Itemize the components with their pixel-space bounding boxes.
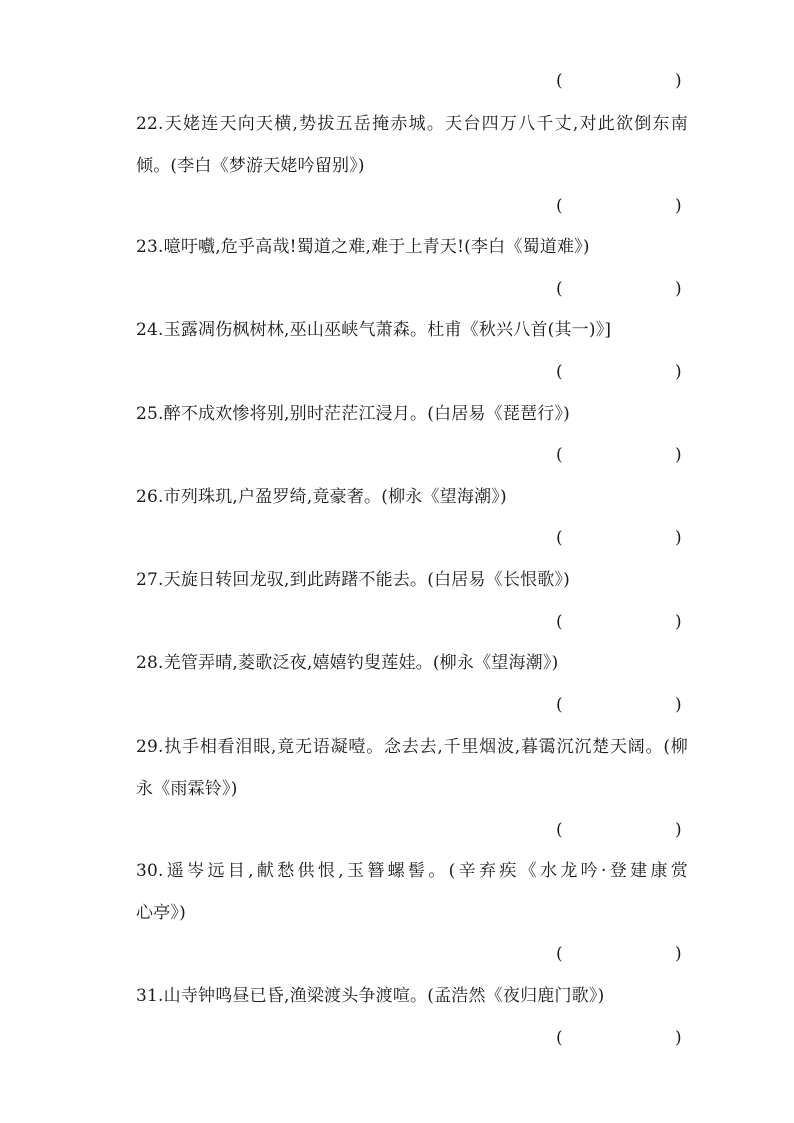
question-22-line-1: 22.天姥连天向天横,势拔五岳掩赤城。天台四万八千丈,对此欲倒东南	[136, 114, 688, 134]
answer-blank-open: (	[556, 695, 563, 715]
answer-blank-open: (	[556, 528, 563, 548]
question-26-line-1: 26.市列珠玑,户盈罗绮,竟豪奢。(柳永《望海潮》)	[136, 487, 507, 507]
answer-blank-close: )	[675, 944, 682, 964]
answer-blank-close: )	[675, 362, 682, 382]
answer-blank-close: )	[675, 1028, 682, 1048]
answer-blank-open: (	[556, 71, 563, 91]
answer-blank-open: (	[556, 362, 563, 382]
answer-blank-open: (	[556, 196, 563, 216]
answer-blank-open: (	[556, 279, 563, 299]
answer-blank-open: (	[556, 820, 563, 840]
question-28-line-1: 28.羌管弄晴,菱歌泛夜,嬉嬉钓叟莲娃。(柳永《望海潮》)	[136, 653, 559, 673]
answer-blank-close: )	[675, 820, 682, 840]
answer-blank-close: )	[675, 445, 682, 465]
answer-blank-open: (	[556, 944, 563, 964]
answer-blank-open: (	[556, 1028, 563, 1048]
question-23-line-1: 23.噫吁嚱,危乎高哉!蜀道之难,难于上青天!(李白《蜀道难》)	[136, 237, 590, 257]
question-24-line-1: 24.玉露凋伤枫树林,巫山巫峡气萧森。杜甫《秋兴八首(其一)》]	[136, 320, 612, 340]
question-30-line-1: 30.遥岑远目,献愁供恨,玉簪螺髻。(辛弃疾《水龙吟·登建康赏	[136, 861, 688, 881]
answer-blank-close: )	[675, 196, 682, 216]
question-31-line-1: 31.山寺钟鸣昼已昏,渔梁渡头争渡喧。(孟浩然《夜归鹿门歌》)	[136, 986, 605, 1006]
answer-blank-open: (	[556, 612, 563, 632]
answer-blank-close: )	[675, 279, 682, 299]
question-29-line-1: 29.执手相看泪眼,竟无语凝噎。念去去,千里烟波,暮霭沉沉楚天阔。(柳	[136, 737, 688, 757]
question-29-line-2: 永《雨霖铃》)	[136, 779, 238, 799]
answer-blank-close: )	[675, 71, 682, 91]
answer-blank-close: )	[675, 528, 682, 548]
question-25-line-1: 25.醉不成欢惨将别,别时茫茫江浸月。(白居易《琵琶行》)	[136, 404, 571, 424]
answer-blank-close: )	[675, 695, 682, 715]
question-27-line-1: 27.天旋日转回龙驭,到此踌躇不能去。(白居易《长恨歌》)	[136, 570, 571, 590]
question-22-line-2: 倾。(李白《梦游天姥吟留别》)	[136, 156, 365, 176]
question-30-line-2: 心亭》)	[136, 903, 186, 923]
answer-blank-close: )	[675, 612, 682, 632]
answer-blank-open: (	[556, 445, 563, 465]
